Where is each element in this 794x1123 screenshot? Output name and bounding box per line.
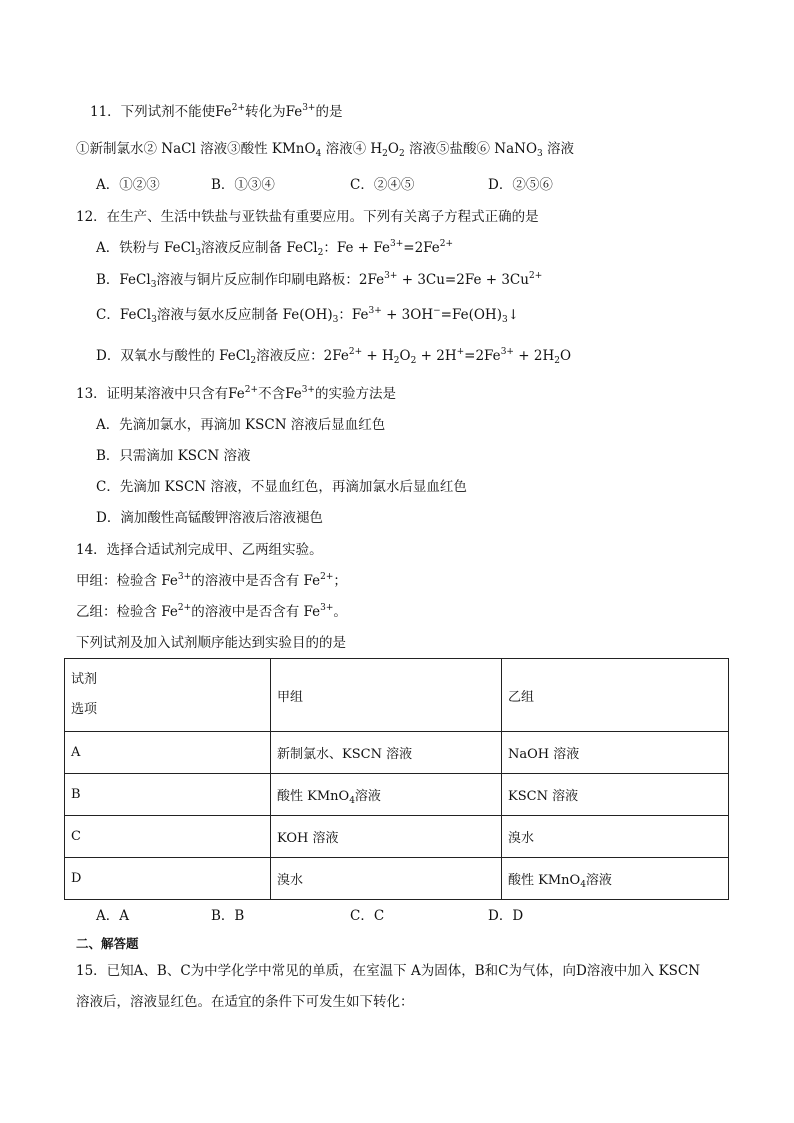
q11-stem: 11．下列试剂不能使$Fe^{2+}$转化为$Fe^{3+}$的是: [90, 103, 343, 120]
q14-option-c: C．C: [350, 908, 385, 924]
q14-stem: 14．选择合适试剂完成甲、乙两组实验。: [76, 542, 323, 558]
row-option: A: [65, 732, 271, 774]
q13-option-d: D．滴加酸性高锰酸钾溶液后溶液褪色: [96, 510, 323, 526]
q14-table: [64, 658, 729, 900]
q13-option-a: A．先滴加氯水，再滴加 KSCN 溶液后显血红色: [96, 417, 386, 433]
header-yi: 乙组: [502, 659, 729, 732]
q11-option-d: D．②⑤⑥: [488, 177, 553, 193]
q13-stem: 13．证明某溶液中只含有$Fe^{2+}$不含$Fe^{3+}$的实验方法是: [76, 385, 396, 402]
q12-option-b: B．FeCl$_3$溶液与铜片反应制作印刷电路板：$2Fe^{3+} + 3Cu=2Fe + 3Cu^{2+}$: [96, 271, 543, 290]
table-header-row: [65, 659, 729, 732]
q14-group-jia: 甲组：检验含 $Fe^{3+}$的溶液中是否含有 $Fe^{2+}$；: [76, 572, 347, 589]
q14-option-a: A．A: [96, 908, 129, 924]
q12-stem: 12．在生产、生活中铁盐与亚铁盐有重要应用。下列有关离子方程式正确的是: [76, 209, 539, 225]
row-yi: 溴水: [502, 816, 729, 858]
header-reagent: 试剂: [71, 672, 98, 687]
q11-option-a: A．①②③: [96, 177, 160, 193]
q11-option-c: C．②④⑤: [350, 177, 415, 193]
table-row: [65, 732, 729, 774]
row-option: C: [65, 816, 271, 858]
q11-reagent-list: ①新制氯水② NaCl 溶液③酸性 KMnO$_4$ 溶液④ $H_2O_2$ 溶液⑤盐酸⑥ NaNO$_3$ 溶液: [76, 141, 575, 159]
header-option: 选项: [71, 702, 98, 717]
q13-option-c: C．先滴加 KSCN 溶液，不显血红色，再滴加氯水后显血红色: [96, 479, 467, 495]
row-option: D: [65, 858, 271, 900]
row-jia: 溴水: [271, 858, 502, 900]
q14-option-b: B．B: [211, 908, 245, 924]
table-row: [65, 816, 729, 858]
row-jia: 新制氯水、KSCN 溶液: [271, 732, 502, 774]
row-jia: KOH 溶液: [271, 816, 502, 858]
q14-lead: 下列试剂及加入试剂顺序能达到实验目的的是: [76, 635, 346, 651]
row-yi: 酸性 KMnO$_4$溶液: [502, 858, 729, 900]
q15-line-1: 15．已知A、B、C为中学化学中常见的单质，在室温下 A为固体，B和C为气体，向D溶液中加入 KSCN: [76, 963, 701, 979]
table-row: [65, 774, 729, 816]
header-jia: 甲组: [271, 659, 502, 732]
row-jia: 酸性 KMnO$_4$溶液: [271, 774, 502, 816]
q12-option-d: D．双氧水与酸性的 FeCl$_2$溶液反应：$2Fe^{2+} + H_2O_2 + 2H^+=2Fe^{3+} + 2H_2O$: [96, 347, 572, 366]
q14-group-yi: 乙组：检验含 $Fe^{2+}$的溶液中是否含有 $Fe^{3+}$。: [76, 603, 347, 620]
header-reagent-option-cell: [65, 659, 271, 732]
q12-option-c: C．FeCl$_3$溶液与氨水反应制备 $Fe(OH)_3$：$Fe^{3+}$ + $3OH^-=Fe(OH)_3↓$: [96, 306, 520, 325]
q15-line-2: 溶液后，溶液显红色。在适宜的条件下可发生如下转化：: [76, 994, 414, 1010]
q14-option-d: D．D: [488, 908, 524, 924]
table-row: [65, 858, 729, 900]
section-heading: 二、解答题: [76, 936, 139, 951]
row-yi: NaOH 溶液: [502, 732, 729, 774]
q11-option-b: B．①③④: [211, 177, 275, 193]
row-option: B: [65, 774, 271, 816]
q12-option-a: A．铁粉与 FeCl$_3$溶液反应制备 FeCl$_2$：$Fe + Fe^{3+}=2Fe^{2+}$: [96, 239, 454, 258]
row-yi: KSCN 溶液: [502, 774, 729, 816]
q13-option-b: B．只需滴加 KSCN 溶液: [96, 448, 251, 464]
